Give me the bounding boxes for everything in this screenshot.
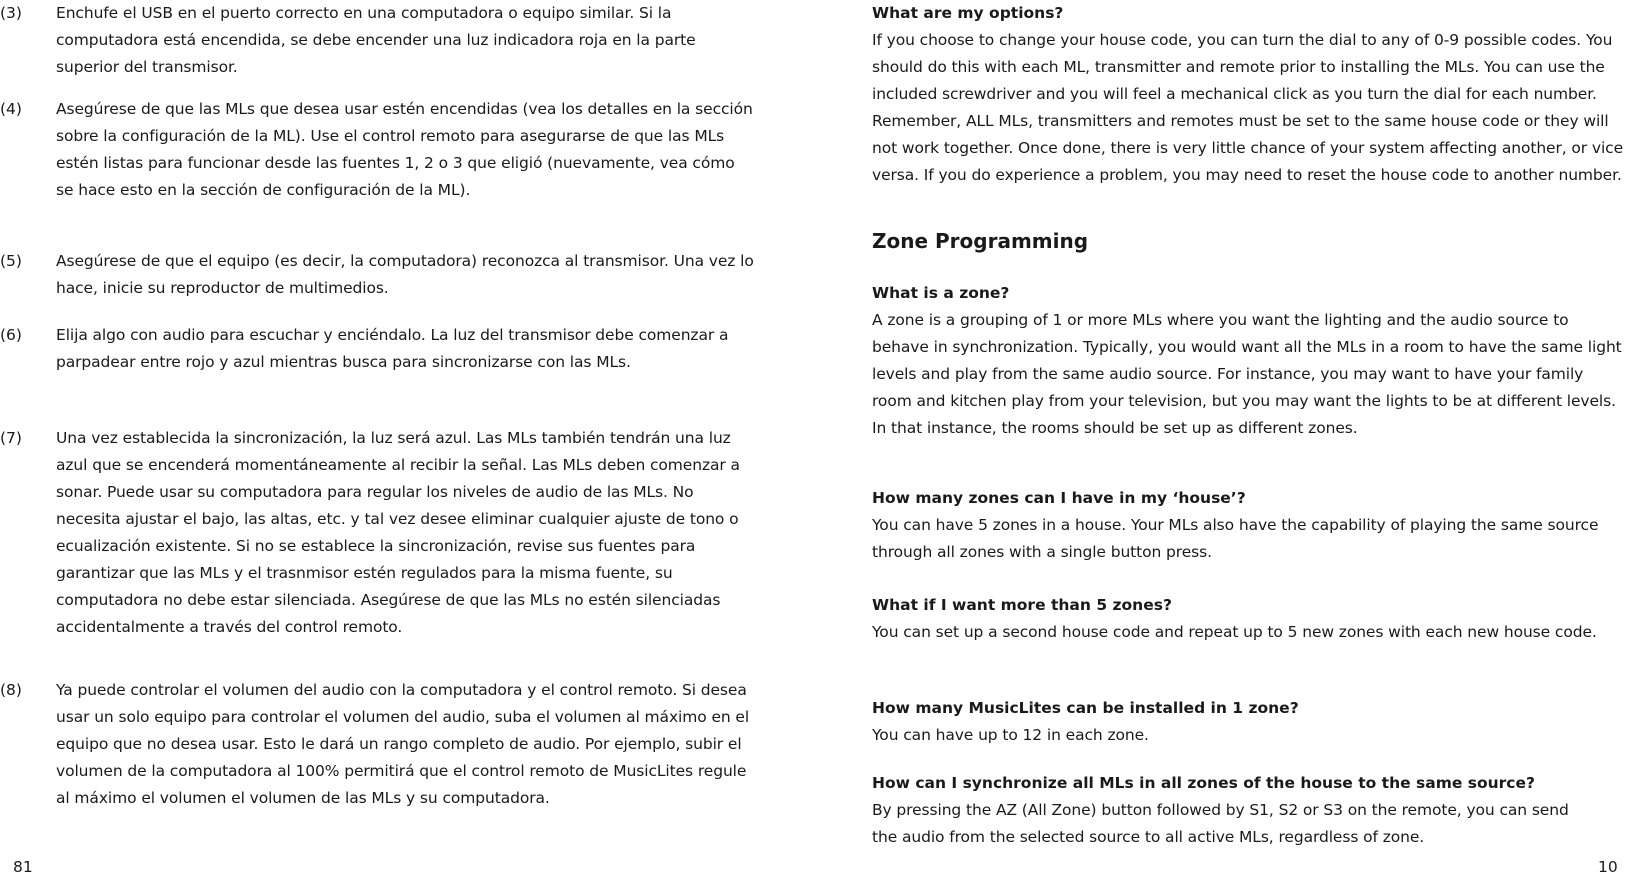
step-number: (5) (0, 252, 22, 270)
section-heading: Zone Programming (872, 229, 1089, 253)
faq-answer: By pressing the AZ (All Zone) button followed by S1, S2 or S3 on the remote, you can send the audio from the selected source to all active MLs, regardless of zone. (872, 801, 1569, 846)
faq-answer: You can set up a second house code and repeat up to 5 new zones with each new house code. (872, 623, 1597, 641)
step-number: (8) (0, 681, 22, 699)
options-block (872, 0, 1627, 189)
step-number: (3) (0, 4, 22, 22)
step-text: Enchufe el USB en el puerto correcto en una computadora o equipo similar. Si la computadora está encendida, se debe encender una luz indicadora roja en la parte superior del transmisor. (56, 4, 696, 76)
step-6 (0, 322, 756, 376)
step-7 (0, 425, 756, 641)
step-number: (7) (0, 429, 22, 447)
options-question: What are my options? (872, 4, 1064, 22)
faq-answer: A zone is a grouping of 1 or more MLs where you want the lighting and the audio source to behave in synchronization. Typically, you would want all the MLs in a room to have the same light levels and play from the same audio source. For instance, you may want to have your family room and kitchen play from your television, but you may want the lights to be at different levels. In that instance, the rooms should be set up as different zones. (872, 311, 1622, 437)
faq-question: How can I synchronize all MLs in all zones of the house to the same source? (872, 774, 1535, 792)
step-4 (0, 96, 756, 204)
faq-item (872, 770, 1577, 851)
step-8 (0, 677, 756, 812)
step-3 (0, 0, 756, 81)
right-page-number: 10 (1598, 858, 1618, 876)
faq-item (872, 592, 1627, 646)
faq-item (872, 695, 1627, 749)
step-text: Asegúrese de que las MLs que desea usar estén encendidas (vea los detalles en la sección sobre la configuración de la ML). Use el control remoto para asegurarse de que las MLs estén listas para funcionar desde las fuentes 1, 2 o 3 que eligió (nuevamente, vea cómo se hace esto en la sección de configuración de la ML). (56, 100, 753, 199)
faq-answer: You can have up to 12 in each zone. (872, 726, 1149, 744)
faq-answer: You can have 5 zones in a house. Your MLs also have the capability of playing the same source through all zones with a single button press. (872, 516, 1599, 561)
faq-question: How many MusicLites can be installed in 1 zone? (872, 699, 1299, 717)
faq-question: What if I want more than 5 zones? (872, 596, 1172, 614)
faq-question: What is a zone? (872, 284, 1010, 302)
step-text: Asegúrese de que el equipo (es decir, la computadora) reconozca al transmisor. Una vez lo hace, inicie su reproductor de multimedios. (56, 252, 754, 297)
faq-question: How many zones can I have in my ‘house’? (872, 489, 1246, 507)
step-text: Elija algo con audio para escuchar y enciéndalo. La luz del transmisor debe comenzar a parpadear entre rojo y azul mientras busca para sincronizarse con las MLs. (56, 326, 729, 371)
step-number: (6) (0, 326, 22, 344)
step-5 (0, 248, 756, 302)
step-number: (4) (0, 100, 22, 118)
step-text: Una vez establecida la sincronización, la luz será azul. Las MLs también tendrán una luz azul que se encenderá momentáneamente al recibir la señal. Las MLs deben comenzar a sonar. Puede usar su computadora para regular los niveles de audio de las MLs. No necesita ajustar el bajo, las altas, etc. y tal vez desee eliminar cualquier ajuste de tono o ecualización existente. Si no se establece la sincronización, revise sus fuentes para garantizar que las MLs y el trasnmisor estén regulados para la misma fuente, su computadora no debe estar silenciada. Asegúrese de que las MLs no estén silenciadas accidentalmente a través del control remoto. (56, 429, 740, 636)
left-page-number: 81 (13, 858, 33, 876)
faq-item (872, 280, 1627, 442)
faq-item (872, 485, 1627, 566)
options-answer: If you choose to change your house code, you can turn the dial to any of 0-9 possible codes. You should do this with each ML, transmitter and remote prior to installing the MLs. You can use the included screwdriver and you will feel a mechanical click as you turn the dial for each number. Remember, ALL MLs, transmitters and remotes must be set to the same house code or they will not work together. Once done, there is very little chance of your system affecting another, or vice versa. If you do experience a problem, you may need to reset the house code to another number. (872, 31, 1624, 184)
step-text: Ya puede controlar el volumen del audio con la computadora y el control remoto. Si desea usar un solo equipo para controlar el volumen del audio, suba el volumen al máximo en el equipo que no desea usar. Esto le dará un rango completo de audio. Por ejemplo, subir el volumen de la computadora al 100% permitirá que el control remoto de MusicLites regule al máximo el volumen el volumen de las MLs y su computadora. (56, 681, 750, 807)
